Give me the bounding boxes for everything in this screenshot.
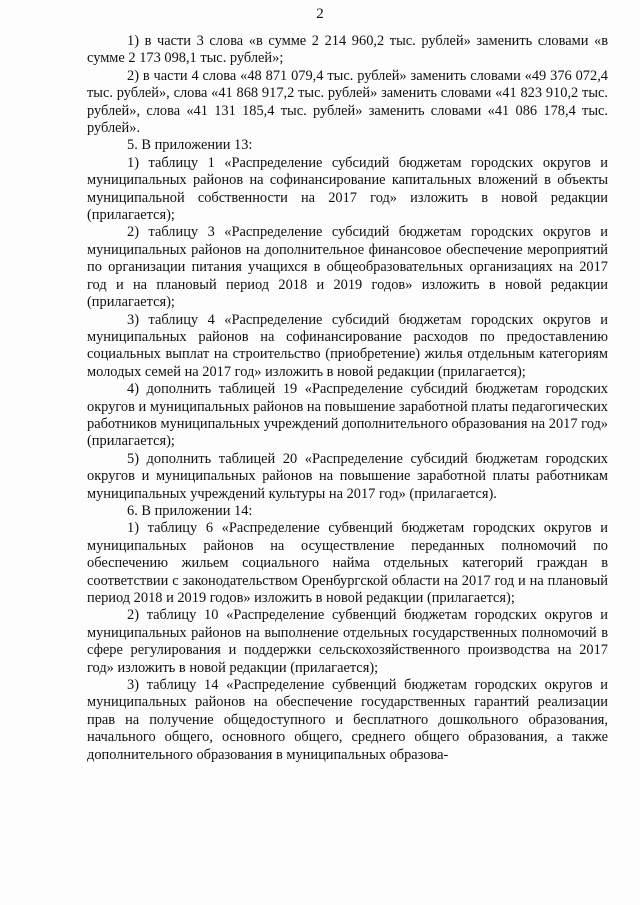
- paragraph-table-14: 3) таблицу 14 «Распределение субвенций бюджетам городских округов и муниципальных районов на обеспечение государственных гарантий реализации прав на получение общедоступного и бесплатного дошкольного образования, начального общего, основного общего, среднего общего образования, а также дополнительного образования в муниципальных образова-: [87, 677, 608, 763]
- document-body: [87, 33, 608, 764]
- paragraph-table-3: 2) таблицу 3 «Распределение субсидий бюджетам городских округов и муниципальных районов на дополнительное финансовое обеспечение мероприятий по организации питания учащихся в общеобразовательных организациях на 2017 год и на плановый период 2018 и 2019 годов» изложить в новой редакции (прилагается);: [87, 224, 608, 311]
- section-heading-appendix-13: 5. В приложении 13:: [127, 137, 253, 154]
- paragraph-table-4: 3) таблицу 4 «Распределение субсидий бюджетам городских округов и муниципальных районов на софинансирование расходов по предоставлению социальных выплат на строительство (приобретение) жилья отдельным категориям молодых семей на 2017 год» изложить в новой редакции (прилагается);: [87, 311, 608, 380]
- paragraph-table-6: 1) таблицу 6 «Распределение субвенций бюджетам городских округов и муниципальных районов на осуществление переданных полномочий по обеспечению жильем социального найма отдельных категорий граждан в соответствии с законодательством Оренбургской области на 2017 год и на плановый период 2018 и 2019 годов» изложить в новой редакции (прилагается);: [87, 520, 608, 606]
- paragraph-table-10: 2) таблицу 10 «Распределение субвенций бюджетам городских округов и муниципальных районов на выполнение отдельных государственных полномочий в сфере регулирования и поддержки сельскохозяйственного производства на 2017 год» изложить в новой редакции (прилагается);: [87, 607, 608, 676]
- page-number: 2: [316, 6, 324, 22]
- paragraph-part3: 1) в части 3 слова «в сумме 2 214 960,2 тыс. рублей» заменить словами «в сумме 2 173 098,1 тыс. рублей»;: [87, 33, 608, 67]
- paragraph-table-20: 5) дополнить таблицей 20 «Распределение субсидий бюджетам городских округов и муниципальных районов на повышение заработной платы работникам муниципальных учреждений культуры на 2017 год» (прилагается).: [87, 450, 608, 502]
- paragraph-table-19: 4) дополнить таблицей 19 «Распределение субсидий бюджетам городских округов и муниципальных районов на повышение заработной платы педагогических работников муниципальных учреждений дополнительного образования на 2017 год» (прилагается);: [87, 381, 608, 450]
- paragraph-table-1: 1) таблицу 1 «Распределение субсидий бюджетам городских округов и муниципальных районов на софинансирование капитальных вложений в объекты муниципальной собственности на 2017 год» изложить в новой редакции (прилагается);: [87, 154, 608, 224]
- section-heading-appendix-14: 6. В приложении 14:: [127, 502, 253, 519]
- paragraph-part4: 2) в части 4 слова «48 871 079,4 тыс. рублей» заменить словами «49 376 072,4 тыс. рублей», слова «41 868 917,2 тыс. рублей» заменить словами «41 823 910,2 тыс. рублей», слова «41 131 185,4 тыс. рублей» заменить словами «41 086 178,4 тыс. рублей».: [87, 67, 608, 137]
